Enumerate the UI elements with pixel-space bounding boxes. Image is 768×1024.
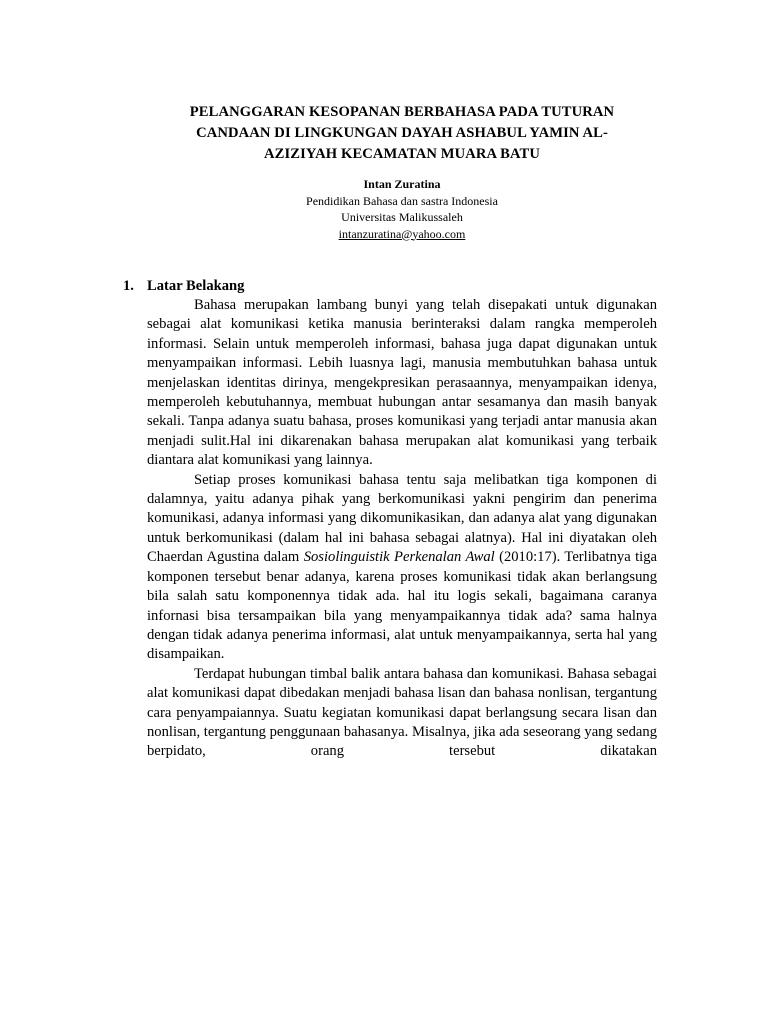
section-title: Latar Belakang: [147, 278, 245, 294]
author-email-line: [140, 226, 664, 243]
paragraph-1: Bahasa merupakan lambang bunyi yang telah disepakati untuk digunakan sebagai alat komunikasi ketika manusia berinteraksi dalam rangka memperoleh informasi. Selain untuk memperoleh informasi, bahasa juga dapat digunakan untuk menyampaikan informasi. Lebih luasnya lagi, manusia membutuhkan bahasa untuk menjelaskan identitas dirinya, mengekpresikan perasaannya, menyampaikan idenya, memperoleh kebutuhannya, membuat hubungan antar sesamanya dan masih banyak sekali. Tanpa adanya suatu bahasa, proses komunikasi yang terjadi antar manusia akan menjadi sulit.Hal ini dikarenakan bahasa merupakan alat komunikasi yang terbaik diantara alat komunikasi yang lainnya.: [147, 297, 657, 469]
author-email-link[interactable]: intanzuratina@yahoo.com: [338, 226, 466, 241]
paragraph-3: Terdapat hubungan timbal balik antara bahasa dan komunikasi. Bahasa sebagai alat komunikasi dapat dibedakan menjadi bahasa lisan dan bahasa nonlisan, tergantung cara penyampaiannya. Suatu kegiatan komunikasi dapat berlangsung secara lisan dan nonlisan, tergantung penggunaan bahasanya. Misalnya, jika ada seseorang yang sedang berpidato, orang tersebut dikatakan: [147, 665, 657, 760]
author-university: Universitas Malikussaleh: [341, 210, 463, 224]
section-number: 1.: [123, 278, 134, 294]
author-block: [140, 176, 664, 242]
title-line-3: AZIZIYAH KECAMATAN MUARA BATU: [263, 146, 540, 162]
section-heading: [123, 276, 244, 296]
author-department: Pendidikan Bahasa dan sastra Indonesia: [306, 193, 498, 208]
paper-title: [140, 102, 664, 165]
paragraph-2: [147, 471, 657, 665]
title-line-2: CANDAAN DI LINGKUNGAN DAYAH ASHABUL YAMIN AL-: [196, 125, 608, 141]
book-title: Sosiolinguistik Perkenalan Awal: [303, 549, 495, 566]
title-line-1: PELANGGARAN KESOPANAN BERBAHASA PADA TUTURAN: [189, 104, 615, 120]
author-name: Intan Zuratina: [363, 177, 441, 191]
body-text: [147, 296, 657, 762]
paragraph-2-text-before: Setiap proses komunikasi bahasa tentu saja melibatkan tiga komponen di dalamnya, yaitu adanya pihak yang berkomunikasi yakni pengirim dan penerima komunikasi, adanya informasi yang dikomunikasikan, dan adanya alat yang digunakan untuk berkomunikasi (dalam hal ini bahasa sebagai alatnya). Hal ini diyatakan oleh Chaerdan Agustina dalam: [147, 471, 657, 566]
paragraph-2-text-after: (2010:17). Terlibatnya tiga komponen tersebut benar adanya, karena proses komunikasi tidak akan berlangsung bila salah satu komponennya tidak ada. hal itu logis sekali, bagaimana caranya infornasi bisa tersampaikan bila yang menyampaikannya tidak ada? sama halnya dengan tidak adanya penerima informasi, alat untuk menyampaikannya, serta hal yang disampaikan.: [147, 549, 657, 663]
